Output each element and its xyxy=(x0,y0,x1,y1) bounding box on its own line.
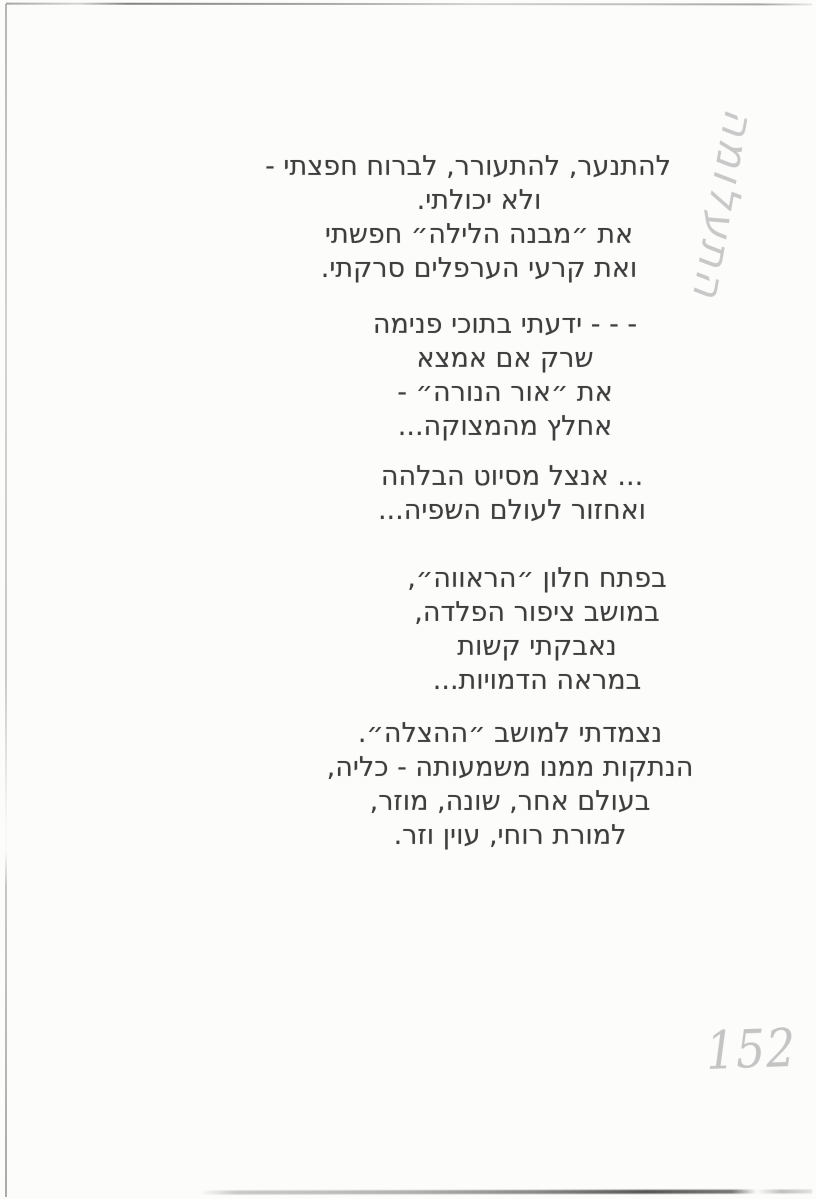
scan-top-edge-line xyxy=(6,3,812,6)
poem-stanza-3 xyxy=(320,460,704,528)
poem-stanza-5 xyxy=(318,717,702,853)
poem-line: נאבקתי קשות xyxy=(457,631,617,662)
poem-stanza-1 xyxy=(265,150,671,286)
poem-line: נצמדתי למושב ״ההצלה״. xyxy=(357,718,663,749)
poem-line: במושב ציפור הפלדה, xyxy=(414,597,660,628)
poem-line: שרק אם אמצא xyxy=(416,343,594,374)
poem-line: בעולם אחר, שונה, מוזר, xyxy=(369,786,651,817)
poem-line: למורת רוחי, עוין וזר. xyxy=(393,820,627,851)
poem-line: את ״אור הנורה״ - xyxy=(397,377,613,408)
poem-line: את ״מבנה הלילה״ חפשתי xyxy=(324,219,634,250)
poem-line: ולא יכולתי. xyxy=(416,185,542,216)
poem-line: - - - ידעתי בתוכי פנימה xyxy=(372,309,638,340)
scan-left-edge-line xyxy=(5,4,7,1197)
poem-line: בפתח חלון ״הראווה״, xyxy=(407,563,667,594)
poem-line: להתנער, להתעורר, לברוח חפצתי - xyxy=(265,151,671,182)
poem-line: אחלץ מהמצוקה... xyxy=(397,411,613,442)
scan-bottom-edge-smudge xyxy=(200,1189,812,1194)
poem-stanza-4 xyxy=(345,562,729,698)
poem-line: ואת קרעי הערפלים סרקתי. xyxy=(320,253,638,284)
page-number: 152 xyxy=(705,1018,798,1082)
poem-line: ... אנצל מסיוט הבלהה xyxy=(380,461,644,492)
poem-stanza-2 xyxy=(313,308,697,444)
poem-line: הנתקות ממנו משמעותה - כליה, xyxy=(326,752,694,783)
poem-line: ואחזור לעולם השפיה... xyxy=(377,495,647,526)
poem-line: במראה הדמויות... xyxy=(432,665,642,696)
chapter-title-vertical: התעלומה xyxy=(682,105,765,305)
